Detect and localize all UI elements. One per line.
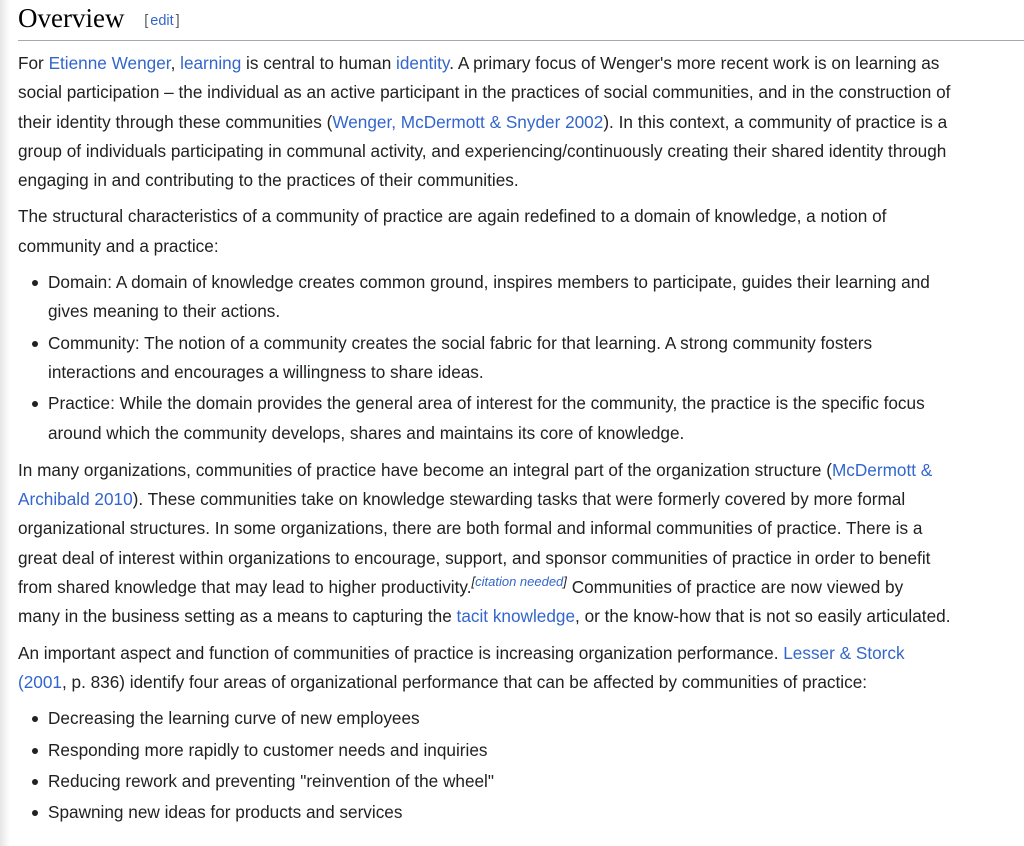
text: engaging in and contributing to the practices of their communities. [18,170,519,191]
list-item-domain [48,268,1024,327]
text: great deal of interest within organizations to encourage, support, and sponsor communities of practice in order to benefit [18,547,931,568]
text: many in the business setting as a means to capturing the [18,606,457,627]
link-reference-mcdermott-2010[interactable]: Archibald 2010 [18,489,133,510]
text: ). In this context, a community of practice is a [603,111,948,132]
characteristics-list [18,268,1024,448]
bullet-icon [32,748,38,754]
link-reference-wenger-2002[interactable]: Wenger, McDermott & Snyder 2002 [332,111,604,132]
edit-bracket-open: [ [144,13,149,29]
link-tacit-knowledge[interactable]: tacit knowledge [456,606,576,627]
paragraph-performance [18,639,1024,698]
text: Domain: A domain of knowledge creates common ground, inspires members to participate, guides their learning and [48,272,930,293]
section-header [18,0,1024,41]
text: Community: The notion of a community creates the social fabric for that learning. A strong community fosters [48,332,873,353]
text: from shared knowledge that may lead to higher productivity. [18,577,472,598]
text: their identity through these communities ( [18,111,333,132]
bullet-icon [32,779,38,785]
text: Practice: While the domain provides the general area of interest for the community, the practice is the specific focus [48,393,925,414]
text: , or the know-how that is not so easily articulated. [575,606,951,627]
text: Responding more rapidly to customer needs and inquiries [48,739,488,760]
left-edge-shadow [0,0,10,846]
text: Reducing rework and preventing "reinvention of the wheel" [48,770,494,791]
bullet-icon [32,280,38,286]
text: community and a practice: [18,235,219,256]
text: organizational structures. In some organizations, there are both formal and informal communities of practice. There is a [18,518,923,539]
link-reference-mcdermott-2010[interactable]: McDermott & [831,459,933,480]
article-content [18,0,1024,835]
bullet-icon [32,716,38,722]
bullet-icon [32,810,38,816]
bullet-icon [32,341,38,347]
text: interactions and encourages a willingness to share ideas. [48,361,484,382]
list-item-practice [48,389,1024,448]
text: For [18,53,49,73]
list-item-community [48,329,1024,388]
list-item [48,736,1024,765]
section-title: Overview [18,3,125,33]
text: gives meaning to their actions. [48,301,281,322]
paragraph-structure [18,202,1024,261]
link-learning[interactable]: learning [180,53,242,73]
performance-areas-list [18,704,1024,827]
link-reference-lesser-storck[interactable]: Lesser & Storck [783,642,905,663]
bullet-icon [32,401,38,407]
link-identity[interactable]: identity [396,53,450,73]
list-item [48,767,1024,796]
text: The structural characteristics of a community of practice are again redefined to a domain of knowledge, a notion of [18,206,887,227]
edit-section [144,13,179,29]
list-item [48,798,1024,827]
citation-needed-note: [citation needed] [471,574,567,590]
link-reference-lesser-storck[interactable]: (2001 [18,671,62,692]
edit-bracket-close: ] [175,13,180,29]
text: Communities of practice are now viewed by [566,577,904,598]
text: In many organizations, communities of practice have become an integral part of the organization structure ( [18,459,832,480]
edit-link[interactable]: edit [150,13,174,29]
text: , p. 836) identify four areas of organizational performance that can be affected by communities of practice: [61,671,868,692]
citation-needed-link[interactable]: citation needed [475,574,564,590]
text: social participation – the individual as an active participant in the practices of social communities, and in the construction of [18,82,951,103]
text: Spawning new ideas for products and services [48,802,403,823]
text: . A primary focus of Wenger's more recent work is on learning as [449,53,940,73]
paragraph-intro [18,49,1024,195]
text: is central to human [241,53,397,73]
link-etienne-wenger[interactable]: Etienne Wenger [48,53,171,73]
text: around which the community develops, shares and maintains its core of knowledge. [48,422,685,443]
text: , [170,53,181,73]
text: group of individuals participating in communal activity, and experiencing/continuously creating their shared identity through [18,140,947,161]
list-item [48,704,1024,733]
text: ). These communities take on knowledge stewarding tasks that were formerly covered by more formal [132,489,906,510]
paragraph-organizations [18,456,1024,632]
text: An important aspect and function of communities of practice is increasing organization performance. [18,642,784,663]
text: Decreasing the learning curve of new employees [48,708,420,729]
